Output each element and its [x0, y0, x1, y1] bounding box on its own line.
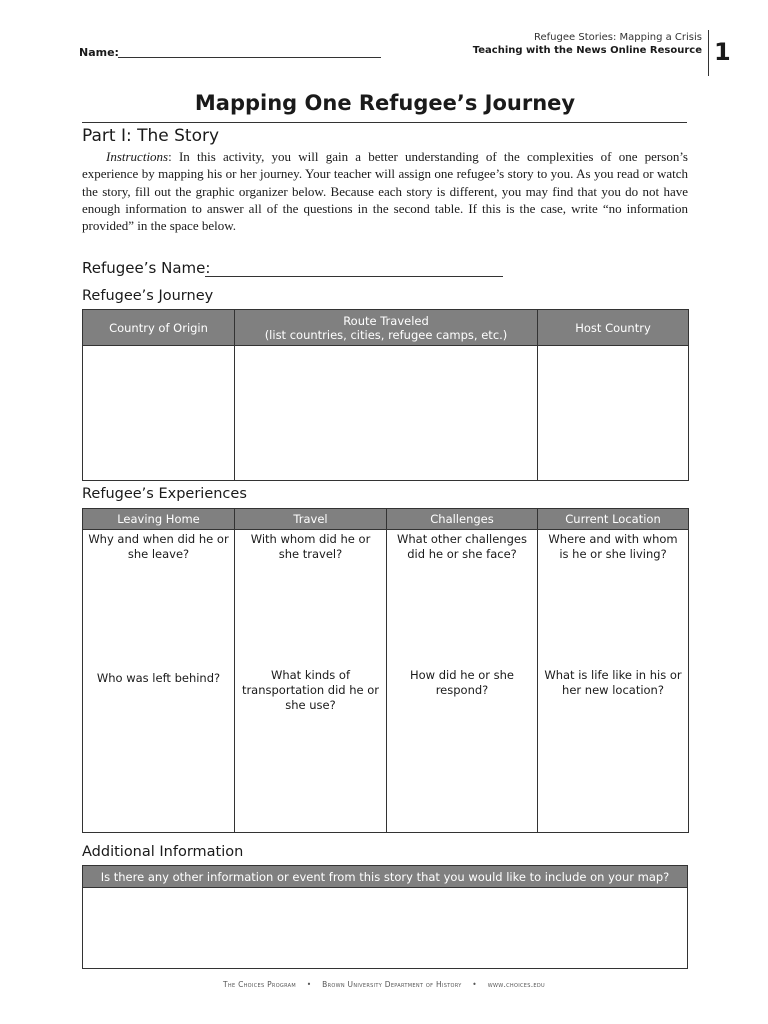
journey-heading: Refugee’s Journey	[82, 288, 214, 304]
challenges-question-1: What other challenges did he or she face?	[397, 532, 527, 561]
title-divider	[82, 122, 687, 123]
travel-question-1: With whom did he or she travel?	[250, 532, 371, 561]
travel-question-2: What kinds of transportation did he or she use?	[241, 668, 380, 712]
additional-heading: Additional Information	[82, 844, 244, 860]
challenges-question-2: How did he or she respond?	[410, 668, 514, 697]
challenges-cell[interactable]	[387, 530, 538, 833]
leaving-home-cell[interactable]	[83, 530, 235, 833]
additional-info-cell[interactable]	[83, 888, 688, 969]
experiences-heading: Refugee’s Experiences	[82, 486, 247, 502]
name-label: Name:	[79, 46, 119, 59]
experiences-col-challenges: Challenges	[387, 509, 538, 530]
footer-program: The Choices Program	[223, 980, 297, 989]
experiences-col-leaving-home: Leaving Home	[83, 509, 235, 530]
additional-table	[82, 865, 688, 969]
page-number: 1	[714, 38, 731, 66]
leaving-home-question-2: Who was left behind?	[96, 671, 221, 685]
route-header-line2: (list countries, cities, refugee camps, etc.)	[264, 327, 508, 342]
leaving-home-question-1: Why and when did he or she leave?	[88, 532, 229, 561]
name-field-line[interactable]	[118, 57, 381, 58]
country-of-origin-cell[interactable]	[83, 346, 235, 481]
travel-cell[interactable]	[235, 530, 387, 833]
journey-table	[82, 309, 689, 481]
page-footer	[0, 980, 768, 989]
page-header	[473, 31, 702, 57]
current-location-cell[interactable]	[538, 530, 689, 833]
current-location-question-1: Where and with whom is he or she living?	[548, 532, 678, 561]
footer-url[interactable]: www.choices.edu	[487, 980, 545, 989]
route-traveled-cell[interactable]	[235, 346, 538, 481]
additional-question-header: Is there any other information or event from this story that you would like to include on your map?	[83, 866, 688, 888]
refugee-name-label: Refugee’s Name:	[82, 259, 211, 277]
page-title: Mapping One Refugee’s Journey	[194, 91, 576, 115]
instructions-label: Instructions	[106, 149, 169, 164]
experiences-col-current-location: Current Location	[538, 509, 689, 530]
header-divider	[708, 30, 709, 76]
experiences-col-travel: Travel	[235, 509, 387, 530]
footer-bullet-icon: •	[306, 980, 312, 989]
instructions-paragraph	[82, 148, 688, 234]
series-title: Refugee Stories: Mapping a Crisis	[534, 32, 702, 43]
journey-col-host-country: Host Country	[538, 310, 689, 346]
route-header-line1: Route Traveled	[343, 313, 429, 328]
part-heading: Part I: The Story	[82, 126, 220, 146]
journey-col-country-of-origin: Country of Origin	[83, 310, 235, 346]
host-country-cell[interactable]	[538, 346, 689, 481]
resource-title: Teaching with the News Online Resource	[472, 45, 702, 56]
instructions-text: : In this activity, you will gain a better understanding of the complexities of one person’s experience by mapping his or her journey. Your teacher will assign one refugee’s story to you. As you read or watch the story, fill out the graphic organizer below. Because each story is different, you may find that you do not have enough information to answer all of the questions in the second table. If this is the case, write “no information provided” in the space below.	[82, 149, 688, 234]
refugee-name-field-line[interactable]	[205, 276, 503, 277]
experiences-table	[82, 508, 689, 833]
current-location-question-2: What is life like in his or her new location?	[544, 668, 682, 697]
footer-bullet-icon: •	[472, 980, 478, 989]
journey-col-route-traveled	[235, 310, 538, 346]
footer-department: Brown University Department of History	[322, 980, 462, 989]
